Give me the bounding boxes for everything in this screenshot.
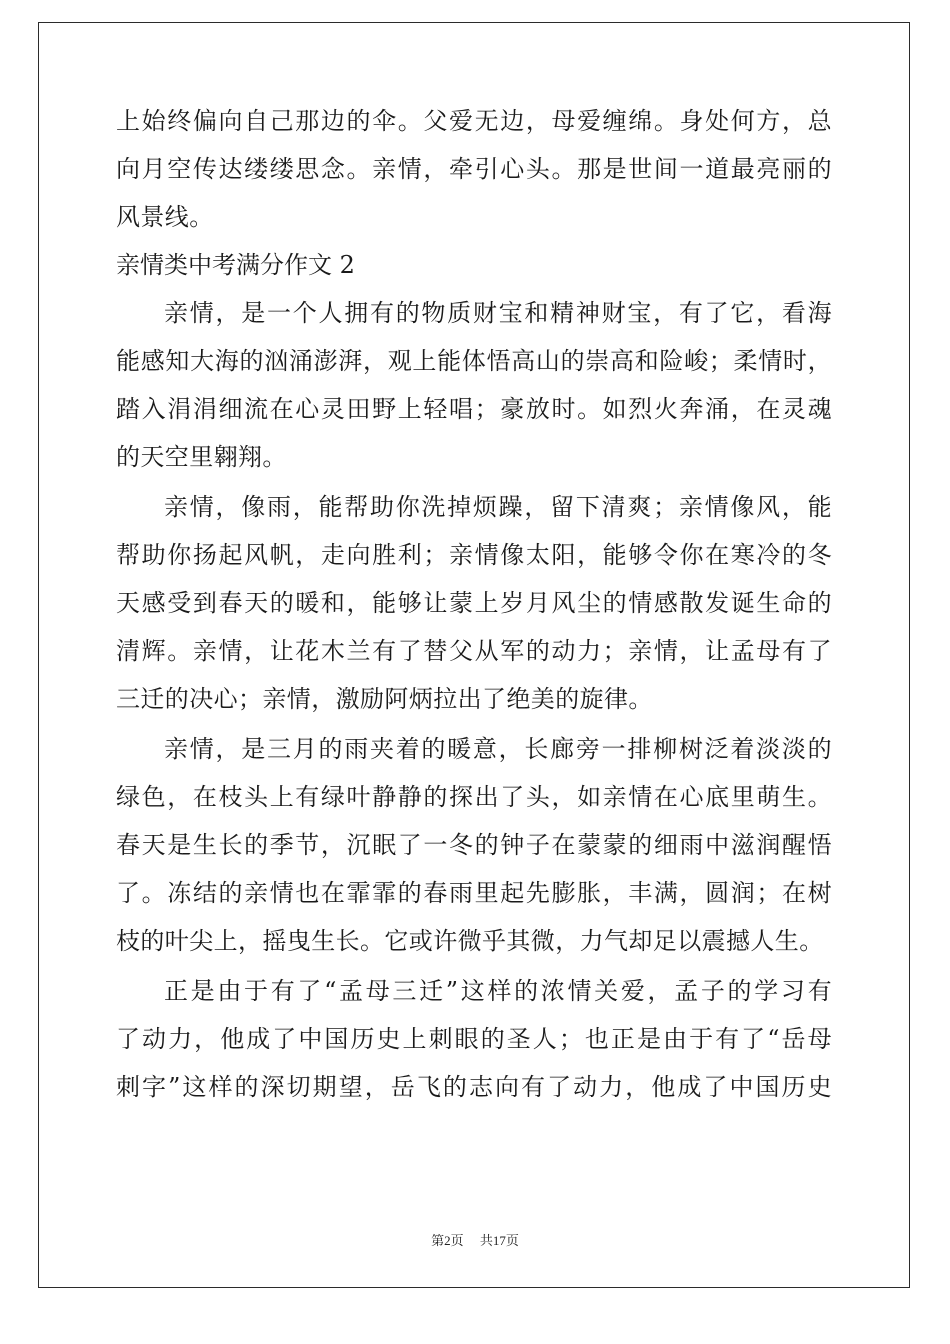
text-line: 了。冻结的亲情也在霏霏的春雨里起先膨胀，丰满，圆润；在树 [116,879,832,907]
text-line: 天感受到春天的暖和，能够让蒙上岁月风尘的情感散发诞生命的 [116,589,832,617]
document-body [116,97,832,1111]
section-heading: 亲情类中考满分作文 2 [116,251,355,279]
text-line: 帮助你扬起风帆，走向胜利；亲情像太阳，能够令你在寒冷的冬 [116,541,832,569]
text-line: 正是由于有了“孟母三迁”这样的浓情关爱，孟子的学习有 [164,977,832,1005]
text-line: 春天是生长的季节，沉眠了一冬的钟子在蒙蒙的细雨中滋润醒悟 [116,831,832,859]
text-line: 向月空传达缕缕思念。亲情，牵引心头。那是世间一道最亮丽的 [116,155,832,183]
text-line: 踏入涓涓细流在心灵田野上轻唱；豪放时。如烈火奔涌，在灵魂 [116,395,832,423]
text-line: 枝的叶尖上，摇曳生长。它或许微乎其微，力气却足以震撼人生。 [116,927,824,955]
text-line: 亲情，像雨，能帮助你洗掉烦躁，留下清爽；亲情像风，能 [164,493,832,521]
text-line: 的天空里翱翔。 [116,443,287,471]
text-line: 亲情，是一个人拥有的物质财宝和精神财宝，有了它，看海 [164,299,832,327]
text-line: 清辉。亲情，让花木兰有了替父从军的动力；亲情，让孟母有了 [116,637,832,665]
text-line: 三迁的决心；亲情，激励阿炳拉出了绝美的旋律。 [116,685,653,713]
page-number-footer: 第2页 共17页 [431,1233,519,1248]
text-line: 刺字”这样的深切期望，岳飞的志向有了动力，他成了中国历史 [116,1073,832,1101]
text-line: 亲情，是三月的雨夹着的暖意，长廊旁一排柳树泛着淡淡的 [164,735,832,763]
text-line: 能感知大海的汹涌澎湃，观上能体悟高山的崇高和险峻；柔情时， [116,347,832,375]
text-line: 了动力，他成了中国历史上刺眼的圣人；也正是由于有了“岳母 [116,1025,832,1053]
text-line: 绿色，在枝头上有绿叶静静的探出了头，如亲情在心底里萌生。 [116,783,832,811]
text-line: 风景线。 [116,203,214,231]
text-line: 上始终偏向自己那边的伞。父爱无边，母爱缠绵。身处何方，总 [116,107,832,135]
